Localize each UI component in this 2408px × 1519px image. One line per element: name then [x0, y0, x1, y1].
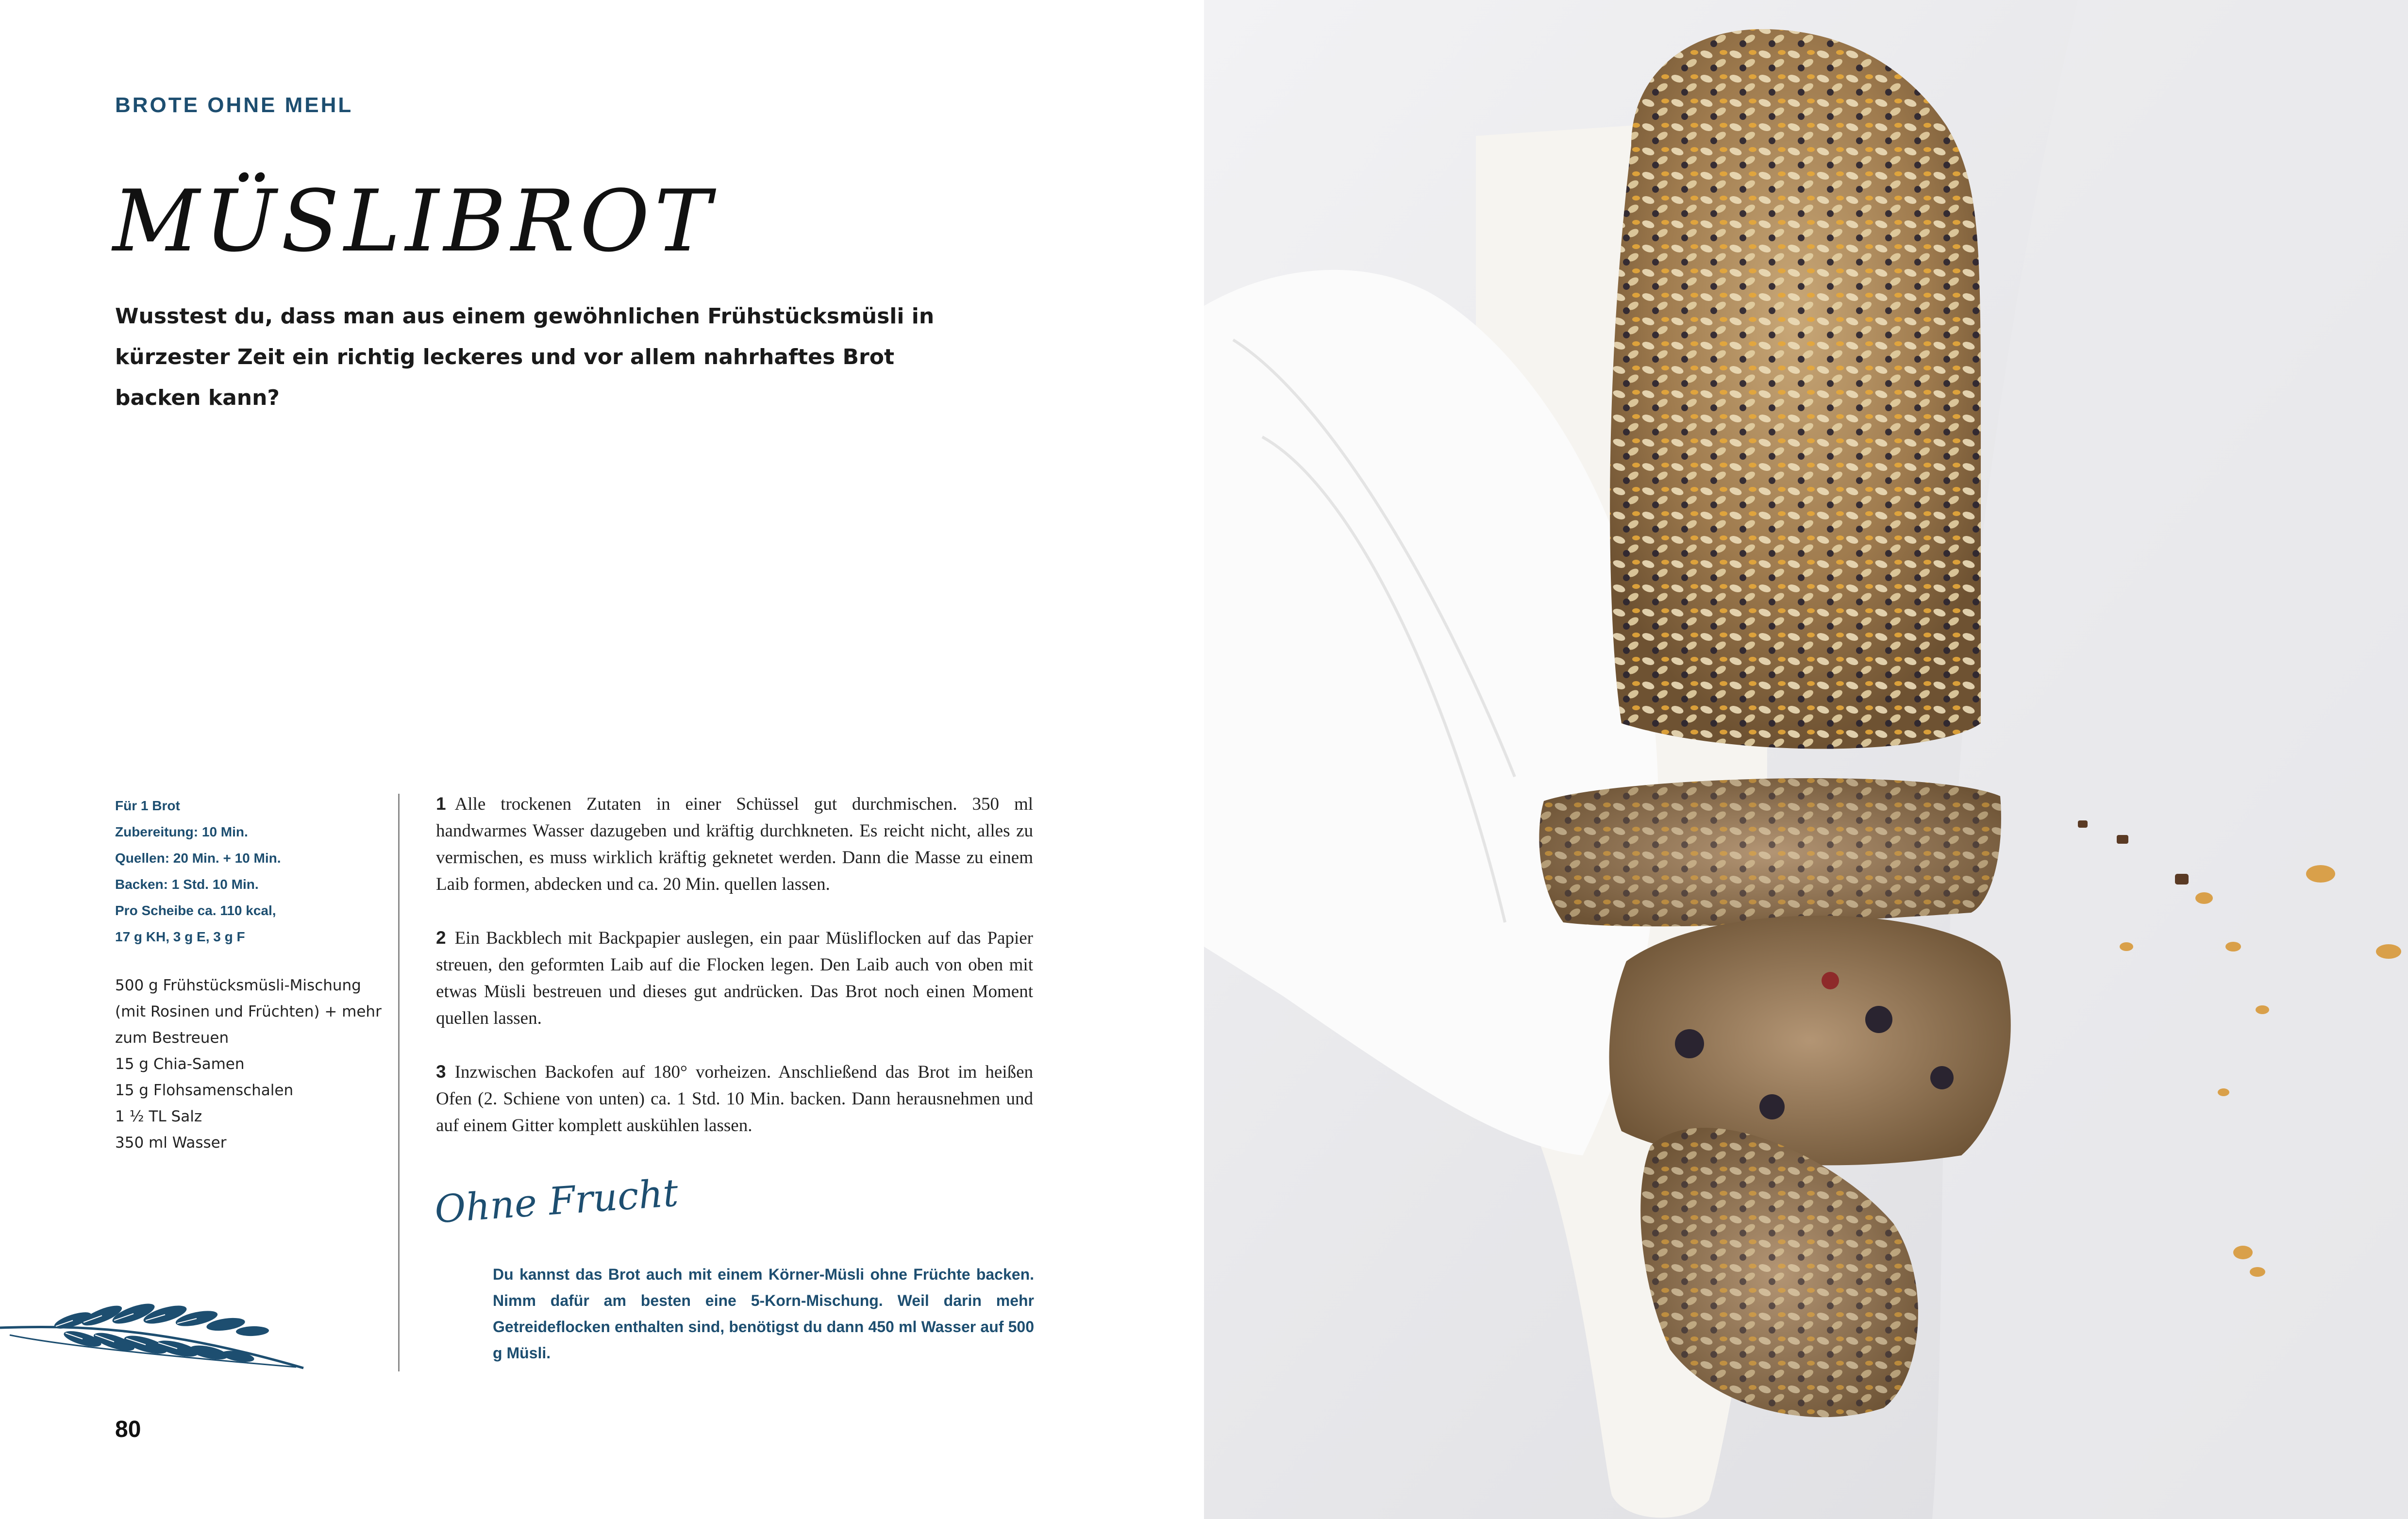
- ingredient-list: [115, 972, 406, 1156]
- step-text: Alle trockenen Zutaten in einer Schüssel gut durchmischen. 350 ml handwarmes Wasser dazugeben und kräftig durchkneten. Es reicht nicht, alles zu vermischen, es muss wirklich kräftig geknetet werden. Dann die Masse zu einem Laib formen, abdecken und ca. 20 Min. quellen lassen.: [436, 794, 1033, 894]
- recipe-meta: [115, 793, 387, 950]
- step: [436, 1058, 1033, 1139]
- tip-heading: Ohne Frucht: [433, 1171, 680, 1232]
- step-number: 2: [436, 928, 446, 948]
- step-number: 3: [436, 1062, 446, 1082]
- tip-text: Du kannst das Brot auch mit einem Körner-Müsli ohne Früchte backen. Nimm dafür am besten eine 5-Korn-Mischung. Weil darin mehr Getreideflocken enthalten sind, benötigst du dann 450 ml Wasser auf 500 g Müsli.: [493, 1266, 1034, 1362]
- bread-photo: [1204, 0, 2408, 1519]
- meta-line: Backen: 1 Std. 10 Min.: [115, 877, 259, 892]
- right-page-photo: [1204, 0, 2408, 1519]
- wheat-ear-icon: [0, 1282, 311, 1379]
- section-label: BROTE OHNE MEHL: [115, 93, 353, 117]
- ingredient-line: (mit Rosinen und Früchten) + mehr: [115, 1003, 382, 1020]
- step: [436, 790, 1033, 898]
- ingredient-line: 350 ml Wasser: [115, 1134, 227, 1152]
- page-number: 80: [115, 1417, 141, 1442]
- column-divider: [398, 794, 400, 1371]
- step-text: Inzwischen Backofen auf 180° vorheizen. Anschließend das Brot im heißen Ofen (2. Schiene von unten) ca. 1 Std. 10 Min. backen. Dann herausnehmen und auf einem Gitter komplett auskühlen lassen.: [436, 1062, 1033, 1135]
- step: [436, 924, 1033, 1032]
- step-number: 1: [436, 794, 446, 814]
- meta-line: Quellen: 20 Min. + 10 Min.: [115, 851, 281, 866]
- recipe-steps: [436, 790, 1033, 1166]
- ingredient-line: 1 ½ TL Salz: [115, 1108, 202, 1125]
- ingredient-line: 500 g Frühstücksmüsli-Mischung: [115, 977, 361, 994]
- ingredient-line: zum Bestreuen: [115, 1029, 229, 1047]
- step-text: Ein Backblech mit Backpapier auslegen, ein paar Müsliflocken auf das Papier streuen, den geformten Laib auf die Flocken legen. Den Laib auch von oben mit etwas Müsli bestreuen und dieses gut andrücken. Das Brot noch einen Moment quellen lassen.: [436, 928, 1033, 1028]
- meta-line: 17 g KH, 3 g E, 3 g F: [115, 929, 245, 944]
- recipe-intro: Wusstest du, dass man aus einem gewöhnlichen Frühstücksmüsli in kürzester Zeit ein richtig leckeres und vor allem nahrhaftes Brot backen kann?: [115, 304, 935, 410]
- recipe-title: MÜSLIBROT: [113, 172, 716, 271]
- meta-line: Für 1 Brot: [115, 798, 180, 813]
- ingredient-line: 15 g Flohsamenschalen: [115, 1082, 294, 1099]
- meta-line: Zubereitung: 10 Min.: [115, 824, 248, 839]
- meta-line: Pro Scheibe ca. 110 kcal,: [115, 903, 276, 918]
- ingredient-line: 15 g Chia-Samen: [115, 1055, 245, 1073]
